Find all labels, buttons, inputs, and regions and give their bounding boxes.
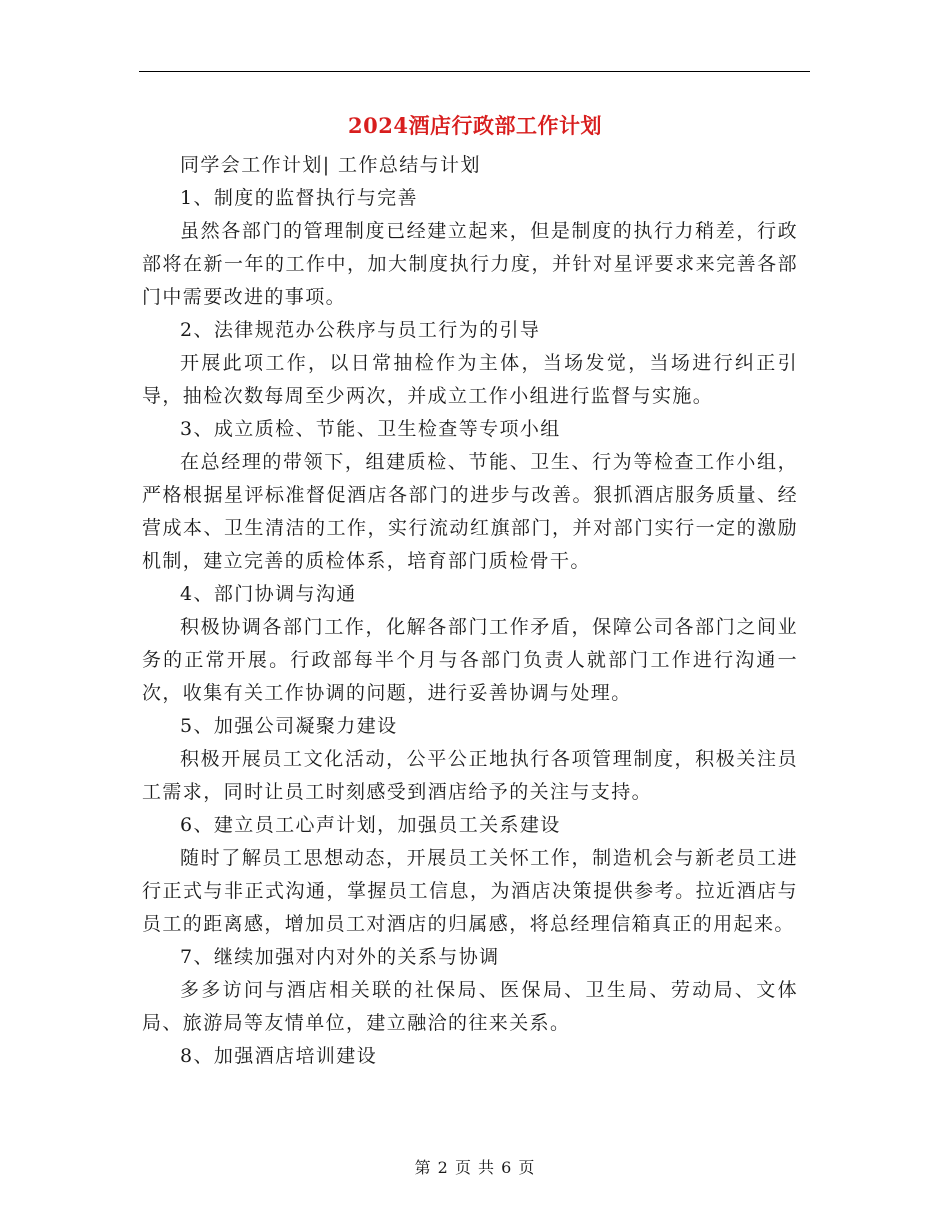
section-heading: 7、继续加强对内对外的关系与协调	[180, 946, 500, 968]
paragraph: 积极开展员工文化活动，公平公正地执行各项管理制度，积极关注员工需求，同时让员工时刻感受到酒店给予的关注与支持。	[142, 748, 798, 803]
section-heading: 6、建立员工心声计划，加强员工关系建设	[180, 814, 561, 836]
paragraph: 在总经理的带领下，组建质检、节能、卫生、行为等检查工作小组，严格根据星评标准督促酒店各部门的进步与改善。狠抓酒店服务质量、经营成本、卫生清洁的工作，实行流动红旗部门，并对部门实行一定的激励机制，建立完善的质检体系，培育部门质检骨干。	[142, 451, 798, 572]
paragraph: 随时了解员工思想动态，开展员工关怀工作，制造机会与新老员工进行正式与非正式沟通，掌握员工信息，为酒店决策提供参考。拉近酒店与员工的距离感，增加员工对酒店的归属感，将总经理信箱真正的用起来。	[142, 847, 798, 935]
header-rule	[139, 71, 810, 72]
paragraph: 积极协调各部门工作，化解各部门工作矛盾，保障公司各部门之间业务的正常开展。行政部每半个月与各部门负责人就部门工作进行沟通一次，收集有关工作协调的问题，进行妥善协调与处理。	[142, 616, 798, 704]
paragraph: 开展此项工作，以日常抽检作为主体，当场发觉，当场进行纠正引导，抽检次数每周至少两次，并成立工作小组进行监督与实施。	[142, 352, 798, 407]
section-heading: 8、加强酒店培训建设	[180, 1045, 378, 1067]
subtitle-line: 同学会工作计划| 工作总结与计划	[180, 154, 481, 176]
document-title: 2024酒店行政部工作计划	[348, 113, 602, 138]
section-heading: 4、部门协调与沟通	[180, 583, 357, 605]
document-body	[142, 149, 798, 1073]
paragraph: 虽然各部门的管理制度已经建立起来，但是制度的执行力稍差，行政部将在新一年的工作中，加大制度执行力度，并针对星评要求来完善各部门中需要改进的事项。	[142, 220, 798, 308]
section-heading: 2、法律规范办公秩序与员工行为的引导	[180, 319, 541, 341]
section-heading: 1、制度的监督执行与完善	[180, 187, 418, 209]
section-heading: 5、加强公司凝聚力建设	[180, 715, 398, 737]
section-heading: 3、成立质检、节能、卫生检查等专项小组	[180, 418, 561, 440]
page-number-footer: 第 2 页 共 6 页	[414, 1158, 536, 1177]
paragraph: 多多访问与酒店相关联的社保局、医保局、卫生局、劳动局、文体局、旅游局等友情单位，建立融洽的往来关系。	[142, 979, 798, 1034]
